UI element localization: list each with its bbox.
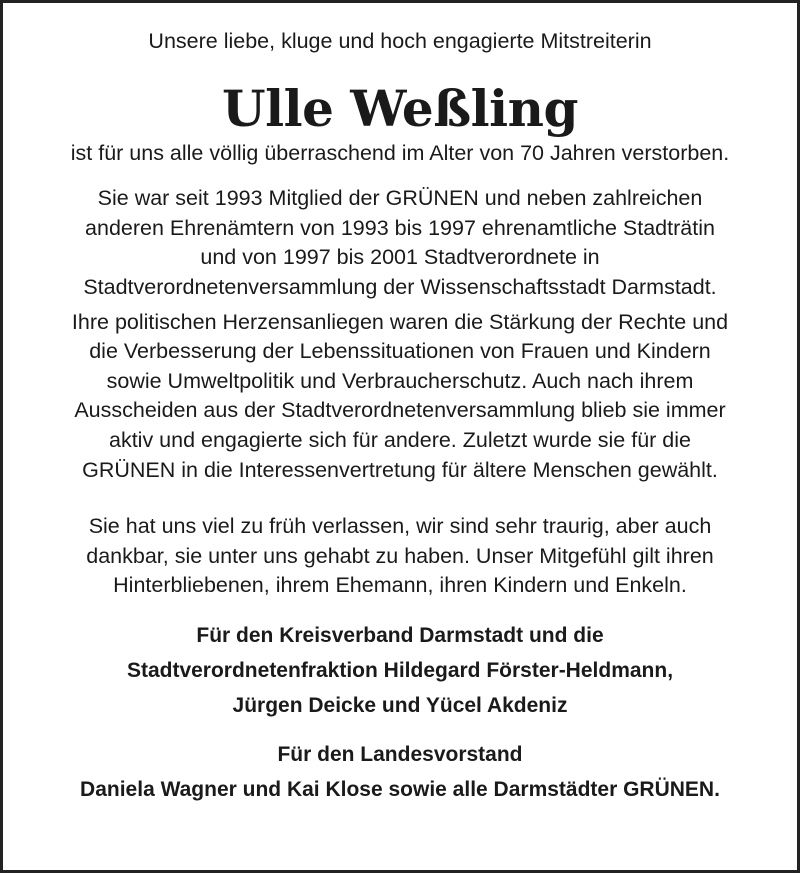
text-line: GRÜNEN in die Interessenvertretung für ältere Menschen gewählt. bbox=[82, 457, 718, 482]
paragraph-farewell bbox=[3, 512, 797, 601]
text-line: Sie war seit 1993 Mitglied der GRÜNEN und neben zahlreichen bbox=[97, 186, 703, 211]
text-line: dankbar, sie unter uns gehabt zu haben. Unser Mitgefühl gilt ihren bbox=[86, 543, 714, 568]
text-line: Ihre politischen Herzensanliegen waren die Stärkung der Rechte und bbox=[71, 309, 729, 334]
signature-line: Stadtverordnetenfraktion Hildegard Förster-Heldmann, bbox=[126, 658, 674, 682]
text-line: Ausscheiden aus der Stadtverordnetenversammlung blieb sie immer bbox=[74, 398, 726, 423]
text-line: Sie hat uns viel zu früh verlassen, wir sind sehr traurig, aber auch bbox=[88, 514, 712, 539]
text-line: Stadtverordnetenversammlung der Wissenschaftsstadt Darmstadt. bbox=[83, 274, 717, 299]
announcement-line: ist für uns alle völlig überraschend im Alter von 70 Jahren verstorben. bbox=[70, 140, 730, 165]
signature-landesvorstand bbox=[3, 737, 797, 807]
text-line: anderen Ehrenämtern von 1993 bis 1997 ehrenamtliche Stadträtin bbox=[85, 215, 715, 240]
text-line: sowie Umweltpolitik und Verbraucherschutz. Auch nach ihrem bbox=[106, 368, 694, 393]
text-line: aktiv und engagierte sich für andere. Zuletzt wurde sie für die bbox=[108, 427, 691, 452]
paragraph-concerns bbox=[3, 308, 797, 486]
signature-line: Daniela Wagner und Kai Klose sowie alle Darmstädter GRÜNEN. bbox=[80, 777, 720, 801]
intro-line: Unsere liebe, kluge und hoch engagierte Mitstreiterin bbox=[148, 29, 652, 53]
signature-line: Für den Kreisverband Darmstadt und die bbox=[196, 623, 604, 647]
paragraph-career bbox=[3, 184, 797, 302]
signature-line: Jürgen Deicke und Yücel Akdeniz bbox=[232, 693, 568, 717]
text-line: die Verbesserung der Lebenssituationen von Frauen und Kindern bbox=[89, 339, 711, 364]
text-line: und von 1997 bis 2001 Stadtverordnete in bbox=[200, 245, 600, 270]
signature-line: Für den Landesvorstand bbox=[277, 742, 523, 766]
text-line: Hinterbliebenen, ihrem Ehemann, ihren Kindern und Enkeln. bbox=[113, 573, 687, 598]
signature-kreisverband bbox=[3, 618, 797, 723]
deceased-name: Ulle Weßling bbox=[222, 78, 578, 138]
